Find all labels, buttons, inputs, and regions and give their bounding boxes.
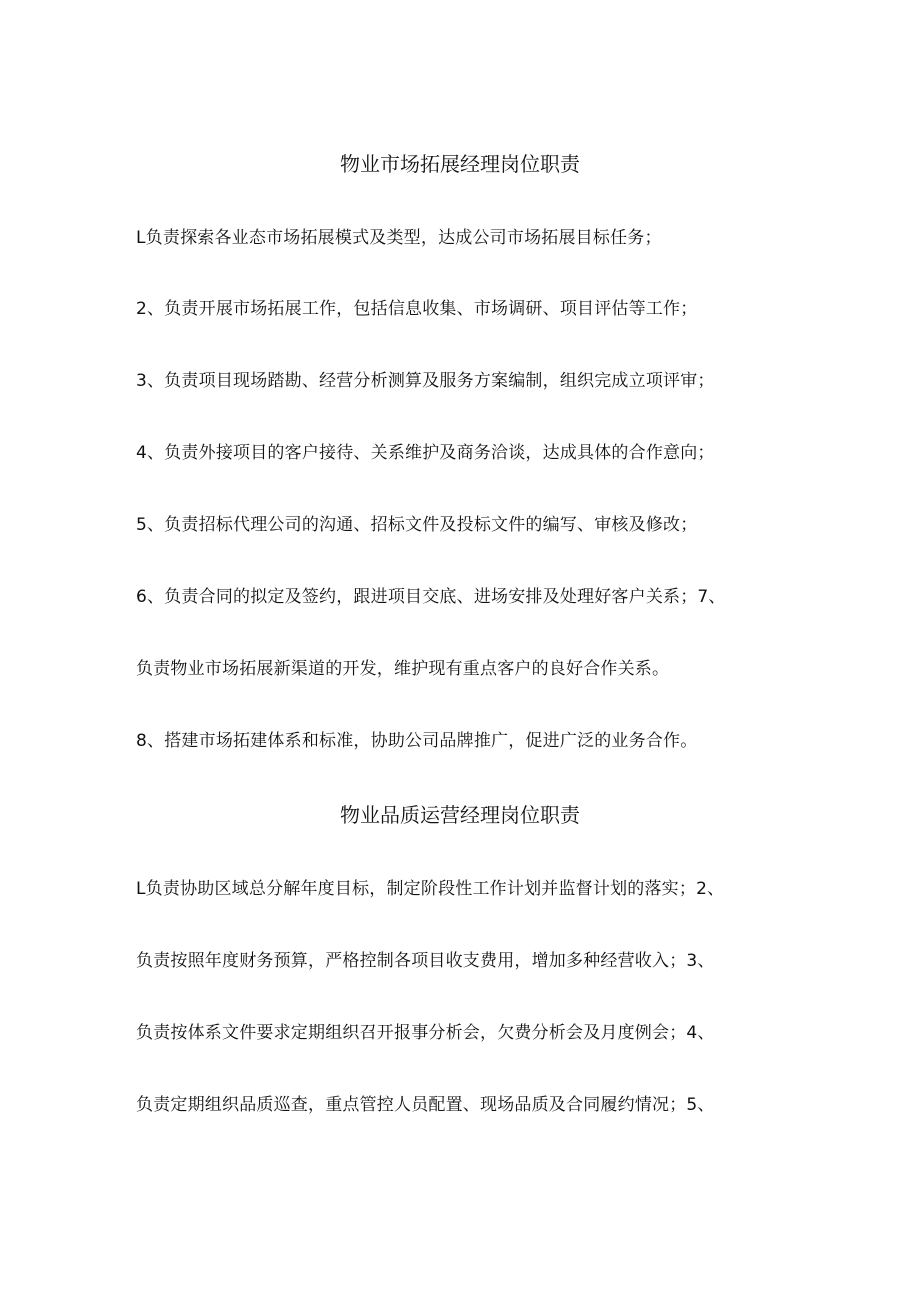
section-title: 物业品质运营经理岗位职责 [340, 803, 580, 827]
duty-line: 负责物业市场拓展新渠道的开发，维护现有重点客户的良好合作关系。 [136, 659, 670, 679]
duty-line: 5、负责招标代理公司的沟通、招标文件及投标文件的编写、审核及修改； [136, 515, 698, 535]
section-title: 物业市场拓展经理岗位职责 [340, 152, 580, 176]
duty-line: 4、负责外接项目的客户接待、关系维护及商务洽谈，达成具体的合作意向； [136, 443, 715, 463]
duty-line: 负责按体系文件要求定期组织召开报事分析会，欠费分析会及月度例会；4、 [136, 1023, 715, 1043]
duty-line: L负责探索各业态市场拓展模式及类型，达成公司市场拓展目标任务； [136, 228, 662, 248]
duty-line: 负责按照年度财务预算，严格控制各项目收支费用，增加多种经营收入；3、 [136, 951, 715, 971]
duty-line: 6、负责合同的拟定及签约，跟进项目交底、进场安排及处理好客户关系；7、 [136, 587, 726, 607]
duty-line: 8、搭建市场拓建体系和标准，协助公司品牌推广，促进广泛的业务合作。 [136, 731, 698, 751]
duty-line: 负责定期组织品质巡查，重点管控人员配置、现场品质及合同履约情况；5、 [136, 1095, 715, 1115]
duty-line: 2、负责开展市场拓展工作，包括信息收集、市场调研、项目评估等工作； [136, 299, 698, 319]
duty-line: L负责协助区域总分解年度目标，制定阶段性工作计划并监督计划的落实；2、 [136, 879, 725, 899]
duty-line: 3、负责项目现场踏勘、经营分析测算及服务方案编制，组织完成立项评审； [136, 371, 715, 391]
